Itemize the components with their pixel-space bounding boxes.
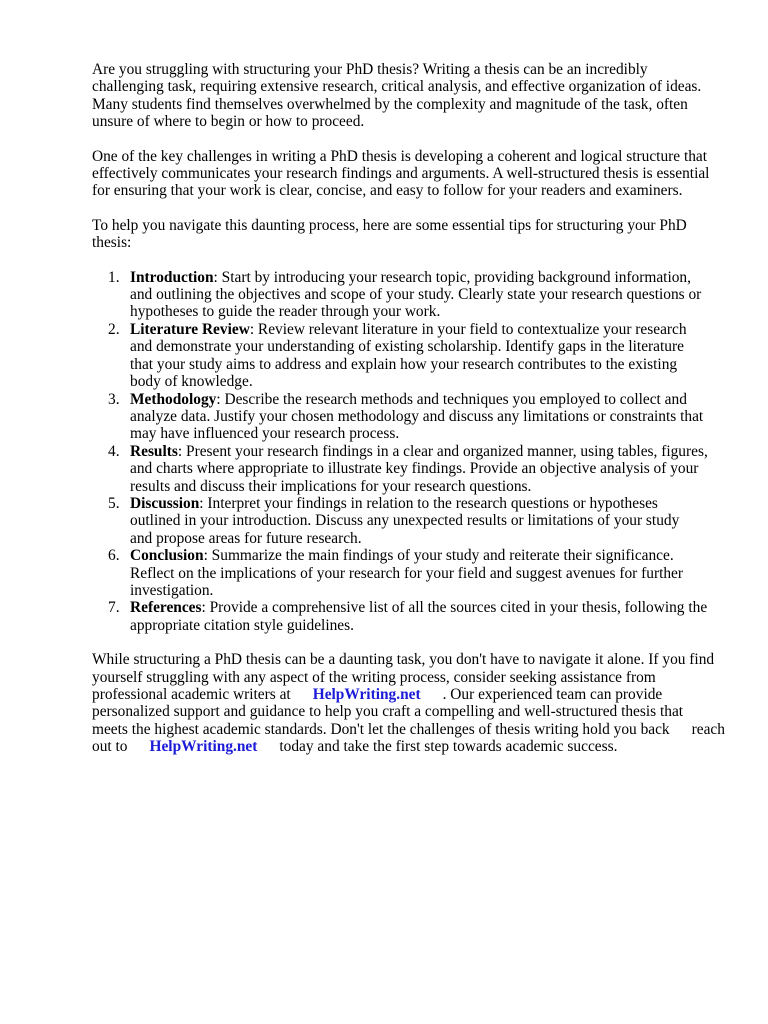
- text-line: yourself struggling with any aspect of the writing process, consider seeking assistance from: [92, 668, 656, 686]
- text-line: hypotheses to guide the reader through your work.: [130, 303, 441, 321]
- text-line: analyze data. Justify your chosen methodology and discuss any limitations or constraints that: [130, 407, 704, 425]
- list-number: 2.: [108, 320, 120, 338]
- helpwriting-link[interactable]: HelpWriting.net: [149, 738, 258, 756]
- tip-term: Introduction: [130, 268, 214, 286]
- text-line: that your study aims to address and explain how your research contributes to the existing: [130, 355, 678, 373]
- tip-term: References: [130, 599, 202, 617]
- text-line: Reflect on the implications of your research for your field and suggest avenues for further: [130, 564, 684, 582]
- intro-paragraph-1: [92, 61, 724, 131]
- text-line: may have influenced your research process.: [130, 425, 400, 443]
- list-item: [92, 268, 702, 321]
- tip-text: : Summarize the main findings of your study and reiterate their significance.: [203, 547, 674, 565]
- text-line: and charts where appropriate to illustrate key findings. Provide an objective analysis of your: [130, 460, 699, 478]
- tip-text: : Review relevant literature in your field to contextualize your research: [249, 320, 687, 338]
- text-line: While structuring a PhD thesis can be a daunting task, you don't have to navigate it alone. If you find: [92, 651, 715, 669]
- text-line: personalized support and guidance to help you craft a compelling and well-structured thesis that: [92, 703, 684, 721]
- text-line: body of knowledge.: [130, 373, 253, 391]
- list-item: [92, 321, 692, 391]
- text-line: One of the key challenges in writing a PhD thesis is developing a coherent and logical structure that: [92, 147, 708, 165]
- helpwriting-link[interactable]: HelpWriting.net: [312, 686, 421, 703]
- intro-paragraph-3: [92, 217, 724, 252]
- tip-term: Methodology: [130, 390, 217, 408]
- list-number: 4.: [108, 442, 120, 460]
- tip-term: Results: [130, 442, 178, 460]
- text-line: unsure of where to begin or how to proceed.: [92, 113, 365, 131]
- tip-term: Discussion: [130, 494, 200, 512]
- text-line: and outlining the objectives and scope of your study. Clearly state your research questions or: [130, 286, 702, 304]
- tips-list: [92, 268, 708, 635]
- list-item: [92, 390, 704, 443]
- text-segment: out to: [92, 738, 128, 756]
- text-line: effectively communicates your research findings and arguments. A well-structured thesis is essential: [92, 165, 710, 183]
- text-line: for ensuring that your work is clear, concise, and easy to follow for your readers and examiners.: [92, 182, 683, 200]
- text-line: outlined in your introduction. Discuss any unexpected results or limitations of your study: [130, 512, 680, 530]
- text-line: challenging task, requiring extensive research, critical analysis, and effective organization of ideas.: [92, 78, 702, 96]
- text-segment: professional academic writers at: [92, 686, 291, 703]
- list-number: 7.: [108, 599, 120, 617]
- tip-text: : Describe the research methods and techniques you employed to collect and: [216, 390, 687, 408]
- tip-text: : Start by introducing your research topic, providing background information,: [213, 268, 691, 286]
- list-item: [92, 442, 708, 495]
- intro-paragraph-2: [92, 148, 724, 200]
- list-item: [92, 547, 692, 599]
- closing-paragraph: [92, 651, 724, 755]
- list-number: 1.: [108, 268, 120, 286]
- tip-text: : Present your research findings in a clear and organized manner, using tables, figures,: [177, 442, 708, 460]
- text-line: investigation.: [130, 581, 214, 599]
- text-line: thesis:: [92, 234, 132, 252]
- list-number: 6.: [108, 547, 120, 565]
- text-segment: reach: [691, 720, 725, 738]
- tip-text: : Interpret your findings in relation to the research questions or hypotheses: [199, 494, 658, 512]
- text-line: Are you struggling with structuring your PhD thesis? Writing a thesis can be an incredibly: [92, 61, 648, 78]
- tip-text: : Provide a comprehensive list of all the sources cited in your thesis, following the: [201, 599, 708, 617]
- text-segment: meets the highest academic standards. Don't let the challenges of thesis writing hold you back: [92, 720, 670, 738]
- list-item: [92, 495, 692, 547]
- list-item: [92, 599, 708, 634]
- text-line: To help you navigate this daunting process, here are some essential tips for structuring your PhD: [92, 216, 687, 234]
- list-number: 5.: [108, 494, 120, 512]
- tip-term: Literature Review: [130, 320, 250, 338]
- text-line: and propose areas for future research.: [130, 529, 362, 547]
- text-line: and demonstrate your understanding of existing scholarship. Identify gaps in the literature: [130, 338, 684, 356]
- tip-term: Conclusion: [130, 547, 204, 565]
- text-line: results and discuss their implications for your research questions.: [130, 477, 532, 495]
- list-number: 3.: [108, 390, 120, 408]
- text-segment: . Our experienced team can provide: [442, 686, 663, 703]
- text-line: appropriate citation style guidelines.: [130, 616, 354, 634]
- text-line: Many students find themselves overwhelmed by the complexity and magnitude of the task, often: [92, 95, 688, 113]
- text-segment: today and take the first step towards academic success.: [279, 738, 618, 756]
